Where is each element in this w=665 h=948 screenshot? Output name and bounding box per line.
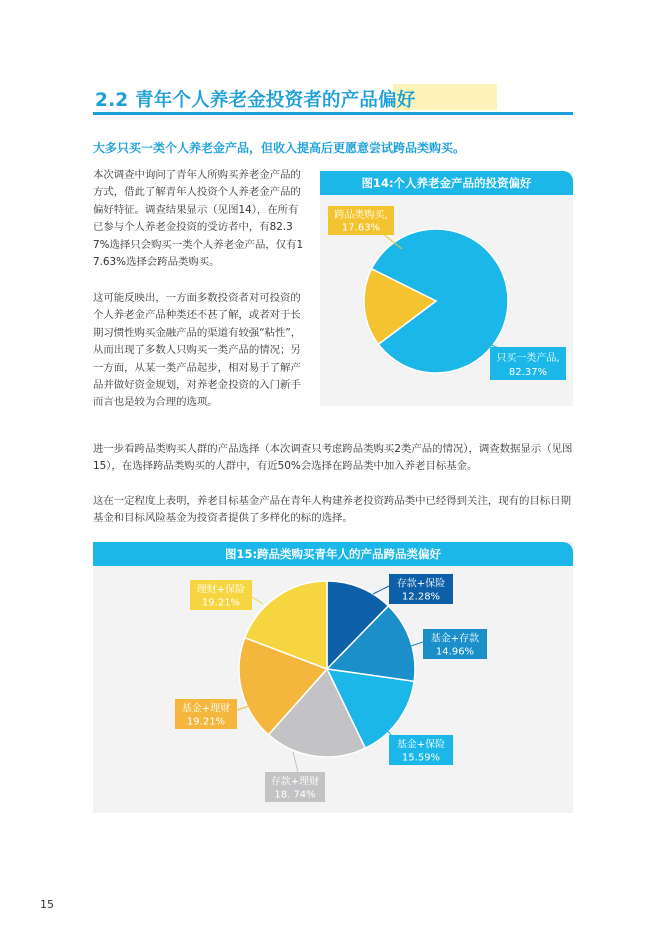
fig15-leader-2 [411,642,423,646]
fig15-label-name-2: 基金+存款 [430,633,480,645]
fig15-label-value-5: 19.21% [186,716,226,728]
paragraph-2: 这可能反映出，一方面多数投资者对可投资的个人养老金产品种类还不甚了解，或者对于长期习惯性购买金融产品的渠道有较强“粘性”，从而出现了多数人只购买一类产品的情况；另一方面，从某一类产品起步，相对易于了解产品并做好资金规划，对养老金投资的入门新手而言也是较为合理的选项。 [93,292,302,409]
fig14-label-name-1: 只买一类产品, [496,352,560,364]
fig14-label-1 [480,341,566,380]
fig15-label-value-3: 15.59% [401,752,441,764]
paragraph-1: 本次调查中询问了青年人所购买养老金产品的方式，借此了解青年人投资个人养老金产品的偏好特征。调查结果显示（见图14），在所有已参与个人养老金投资的受访者中，有82.37%选择只会购买一类个人养老金产品，仅有17.63%选择会跨品类购买。 [93,169,304,269]
paragraph-4: 这在一定程度上表明，养老目标基金产品在青年人构建养老投资跨品类中已经得到关注，现有的目标日期基金和目标风险基金为投资者提供了多样化的标的选择。 [93,495,571,525]
fig15-label-5 [175,699,249,729]
paragraph-3: 进一步看跨品类购买人群的产品选择（本次调查只考虑跨品类购买2类产品的情况），调查数据显示（见图15），在选择跨品类购买的人群中，有近50%会选择在跨品类中加入养老目标基金。 [93,443,573,473]
fig15-leader-6 [252,597,263,604]
fig14-label-value-2: 17.63% [341,222,381,234]
fig14-label-value-1: 82.37% [508,367,548,379]
figure-14 [320,171,573,406]
fig15-label-value-1: 12.28% [401,591,441,603]
page-number: 15 [40,898,54,911]
fig15-label-value-6: 19.21% [201,597,241,609]
fig15-label-6 [190,580,263,610]
fig15-leader-1 [373,586,389,594]
fig15-leader-4 [293,752,298,772]
lead-text: 大多只买一类个人养老金产品，但收入提高后更愿意尝试跨品类购买。 [93,141,466,155]
fig14-label-name-2: 跨品类购买, [334,210,388,222]
section-title: 2.2 青年个人养老金投资者的产品偏好 [95,90,416,111]
fig14-label-2 [328,206,402,249]
figure-15-pie-chart [93,542,573,813]
fig15-label-3 [385,728,453,765]
section-header [93,84,573,118]
figure-15-title: 图15:跨品类购买青年人的产品跨品类偏好 [93,542,573,566]
title-underline [93,112,573,115]
fig15-label-name-1: 存款+保险 [396,578,446,590]
figure-15 [93,542,573,813]
fig15-label-value-2: 14.96% [435,646,475,658]
fig15-label-1 [373,574,453,604]
fig15-label-name-4: 存款+理财 [270,776,320,788]
fig15-label-name-5: 基金+理财 [181,703,231,715]
figure-14-title: 图14:个人养老金产品的投资偏好 [320,171,573,195]
fig15-label-name-3: 基金+保险 [396,739,446,751]
fig15-label-name-6: 理财+保险 [196,584,246,596]
fig15-label-4 [265,752,325,802]
fig15-label-value-4: 18. 74% [274,789,316,801]
figure-14-pie-chart [320,171,573,406]
fig15-label-2 [411,629,487,659]
